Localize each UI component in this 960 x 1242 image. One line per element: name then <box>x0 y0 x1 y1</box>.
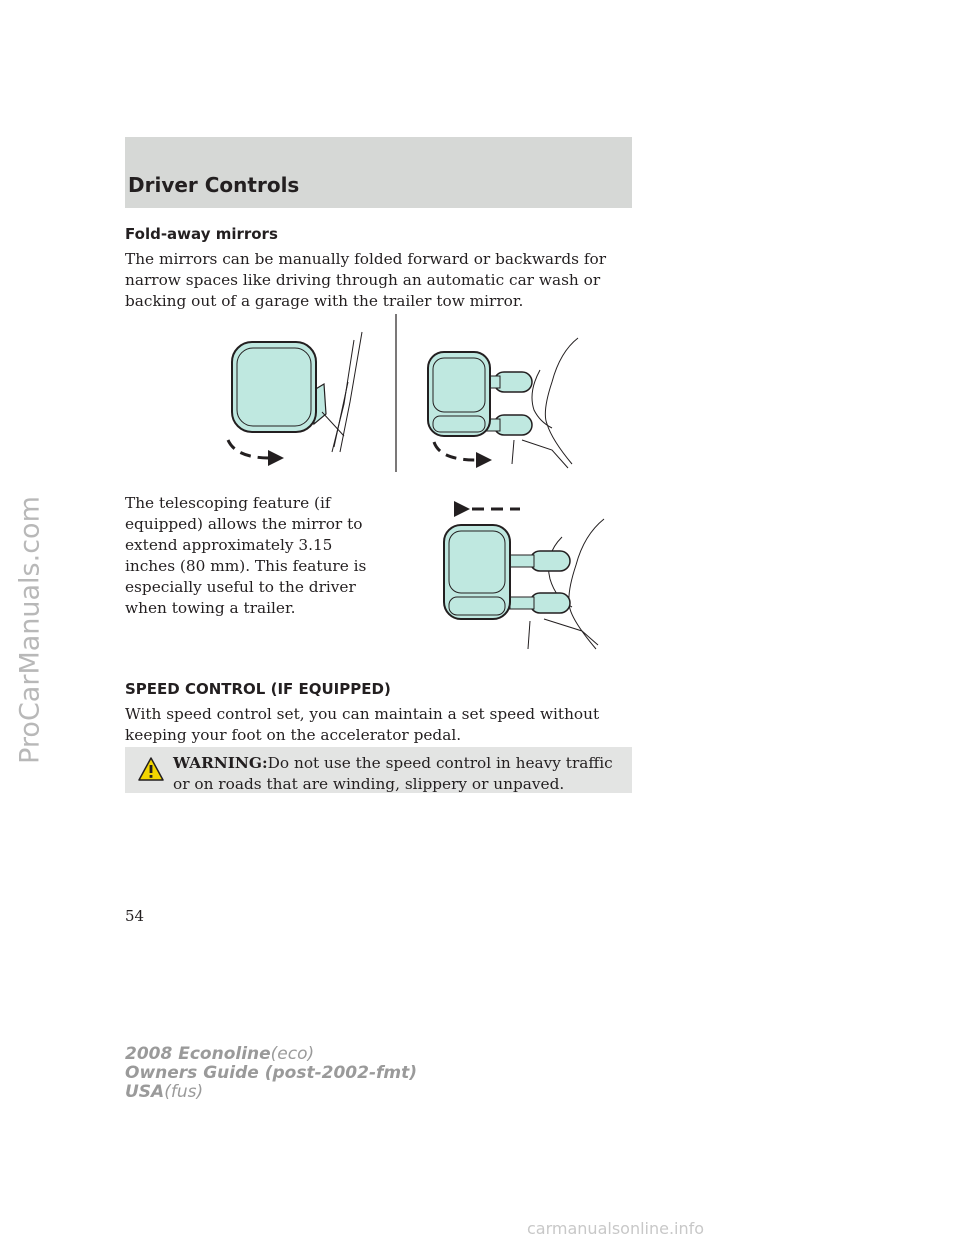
document-footer <box>125 1045 417 1102</box>
speed-control-paragraph: With speed control set, you can maintain a set speed without keeping your foot on the accelerator pedal. <box>125 705 600 744</box>
curved-arrow-icon <box>228 440 284 466</box>
footer-market-code: (fus) <box>164 1082 204 1102</box>
fold-away-heading: Fold-away mirrors <box>125 225 278 243</box>
page-number: 54 <box>125 907 145 925</box>
footer-model: 2008 Econoline <box>125 1044 271 1064</box>
telescoping-mirror-figure <box>432 495 607 655</box>
footer-market: USA <box>125 1082 165 1102</box>
watermark <box>0 310 60 950</box>
watermark-text: ProCarManuals.com <box>14 496 46 764</box>
fold-away-mirrors-figure <box>222 312 582 477</box>
telescoping-paragraph: The telescoping feature (if equipped) allows the mirror to extend approximately 3.15 inches (80 mm). This feature is especially useful to the driver when towing a trailer. <box>125 494 367 617</box>
speed-control-heading: SPEED CONTROL (IF EQUIPPED) <box>125 680 391 698</box>
left-arrow-icon <box>454 501 520 517</box>
footer-guide: Owners Guide (post-2002-fmt) <box>125 1063 418 1083</box>
trailer-tow-mirror-illustration <box>428 338 578 468</box>
warning-box <box>125 747 632 793</box>
warning-message <box>173 753 628 795</box>
standard-mirror-illustration <box>232 332 362 452</box>
fold-away-paragraph: The mirrors can be manually folded forward or backwards for narrow spaces like driving through an automatic car wash or backing out of a garage with the trailer tow mirror. <box>125 250 607 310</box>
section-title: Driver Controls <box>128 173 300 197</box>
site-footer: carmanualsonline.info <box>527 1219 705 1238</box>
section-header <box>125 137 632 208</box>
warning-text: Do not use the speed control in heavy traffic or on roads that are winding, slippery or unpaved. <box>173 754 613 793</box>
warning-label: WARNING: <box>173 754 268 772</box>
extended-mirror-illustration <box>444 519 604 649</box>
footer-model-code: (eco) <box>270 1044 315 1064</box>
warning-triangle-icon <box>137 756 165 782</box>
curved-arrow-icon <box>434 442 492 468</box>
